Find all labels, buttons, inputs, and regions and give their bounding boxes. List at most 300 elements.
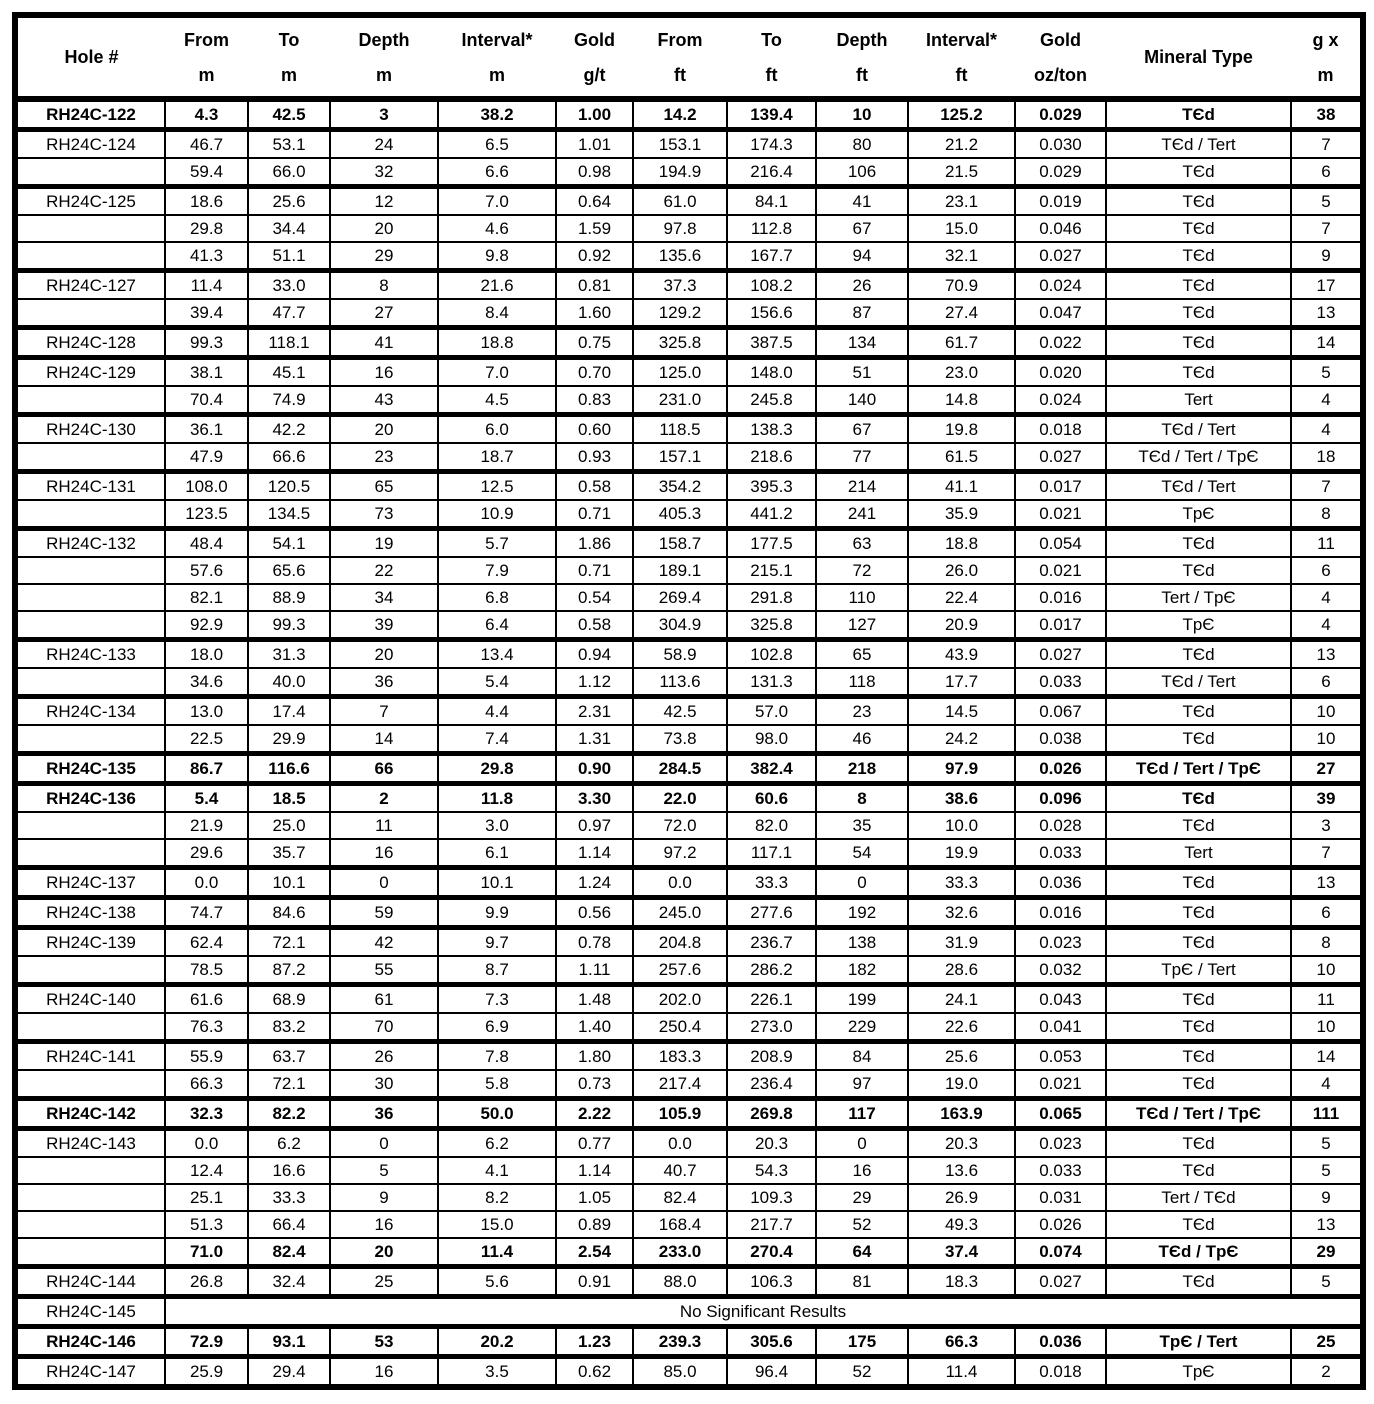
cell-mineral-type: TЄd — [1106, 271, 1291, 300]
cell-gold-gpt: 0.92 — [556, 242, 633, 271]
cell-g-x-m: 4 — [1291, 415, 1363, 444]
cell-to-ft: 273.0 — [727, 1013, 816, 1042]
table-row — [15, 784, 1363, 813]
cell-mineral-type: TЄd — [1106, 529, 1291, 558]
cell-from-ft: 183.3 — [633, 1042, 727, 1071]
column-label: Gold — [574, 30, 615, 50]
cell-gold-ozton: 0.020 — [1015, 358, 1106, 387]
cell-gold-gpt: 0.97 — [556, 812, 633, 839]
cell-to-ft: 106.3 — [727, 1267, 816, 1297]
column-header-hole-number: Hole # — [15, 15, 165, 99]
cell-interval-m: 6.5 — [438, 130, 556, 159]
cell-g-x-m: 5 — [1291, 187, 1363, 216]
cell-from-ft: 129.2 — [633, 299, 727, 328]
column-label: From — [657, 30, 703, 50]
cell-depth-m: 41 — [330, 328, 438, 358]
cell-hole-number — [15, 1211, 165, 1238]
column-header-gold-gpt — [556, 15, 633, 99]
cell-from-ft: 245.0 — [633, 898, 727, 928]
cell-from-ft: 284.5 — [633, 754, 727, 784]
cell-depth-ft: 110 — [816, 584, 908, 611]
cell-to-m: 42.2 — [248, 415, 330, 444]
cell-to-ft: 108.2 — [727, 271, 816, 300]
column-header-interval-m — [438, 15, 556, 99]
cell-g-x-m: 39 — [1291, 784, 1363, 813]
cell-from-ft: 40.7 — [633, 1157, 727, 1184]
cell-interval-m: 38.2 — [438, 99, 556, 130]
cell-depth-m: 5 — [330, 1157, 438, 1184]
cell-from-ft: 42.5 — [633, 697, 727, 726]
cell-depth-ft: 182 — [816, 956, 908, 985]
column-label: Interval* — [461, 30, 533, 50]
cell-mineral-type: Tert — [1106, 839, 1291, 868]
cell-depth-m: 14 — [330, 725, 438, 754]
cell-interval-ft: 24.1 — [908, 985, 1015, 1014]
cell-from-m: 71.0 — [165, 1238, 248, 1267]
cell-to-ft: 245.8 — [727, 386, 816, 415]
cell-from-m: 66.3 — [165, 1070, 248, 1099]
cell-to-m: 68.9 — [248, 985, 330, 1014]
cell-hole-number: RH24C-145 — [15, 1297, 165, 1327]
cell-interval-ft: 35.9 — [908, 500, 1015, 529]
table-row — [15, 328, 1363, 358]
cell-depth-ft: 118 — [816, 668, 908, 697]
cell-g-x-m: 14 — [1291, 1042, 1363, 1071]
cell-interval-m: 9.7 — [438, 928, 556, 957]
cell-g-x-m: 2 — [1291, 1357, 1363, 1388]
cell-from-m: 61.6 — [165, 985, 248, 1014]
cell-depth-m: 36 — [330, 1099, 438, 1129]
cell-to-m: 72.1 — [248, 928, 330, 957]
cell-gold-ozton: 0.096 — [1015, 784, 1106, 813]
cell-to-m: 87.2 — [248, 956, 330, 985]
cell-hole-number — [15, 386, 165, 415]
cell-mineral-type: TЄd — [1106, 328, 1291, 358]
cell-from-ft: 125.0 — [633, 358, 727, 387]
column-label: From — [184, 30, 229, 50]
column-header-to-ft — [727, 15, 816, 99]
cell-mineral-type: TЄd / Tert — [1106, 668, 1291, 697]
cell-interval-m: 10.1 — [438, 868, 556, 898]
cell-interval-ft: 14.5 — [908, 697, 1015, 726]
cell-to-ft: 226.1 — [727, 985, 816, 1014]
cell-gold-gpt: 1.23 — [556, 1327, 633, 1357]
cell-to-m: 29.4 — [248, 1357, 330, 1388]
cell-gold-ozton: 0.023 — [1015, 1129, 1106, 1158]
cell-depth-m: 34 — [330, 584, 438, 611]
cell-depth-m: 12 — [330, 187, 438, 216]
cell-interval-ft: 61.5 — [908, 443, 1015, 472]
cell-mineral-type: Tert / TpЄ — [1106, 584, 1291, 611]
table-row — [15, 1129, 1363, 1158]
cell-from-ft: 194.9 — [633, 158, 727, 187]
table-row — [15, 584, 1363, 611]
cell-gold-ozton: 0.031 — [1015, 1184, 1106, 1211]
cell-mineral-type: TЄd — [1106, 898, 1291, 928]
cell-gold-gpt: 1.59 — [556, 215, 633, 242]
column-label: To — [278, 30, 300, 50]
table-row — [15, 99, 1363, 130]
cell-to-ft: 208.9 — [727, 1042, 816, 1071]
cell-depth-ft: 134 — [816, 328, 908, 358]
cell-gold-ozton: 0.021 — [1015, 1070, 1106, 1099]
column-header-g-x-m — [1291, 15, 1363, 99]
cell-interval-m: 7.3 — [438, 985, 556, 1014]
column-label: Gold — [1040, 30, 1081, 50]
column-header-interval-ft — [908, 15, 1015, 99]
cell-to-ft: 325.8 — [727, 611, 816, 640]
table-row — [15, 215, 1363, 242]
cell-from-ft: 113.6 — [633, 668, 727, 697]
cell-to-m: 66.4 — [248, 1211, 330, 1238]
cell-interval-ft: 18.8 — [908, 529, 1015, 558]
cell-gold-ozton: 0.033 — [1015, 839, 1106, 868]
cell-depth-m: 20 — [330, 215, 438, 242]
cell-from-ft: 231.0 — [633, 386, 727, 415]
cell-from-m: 29.6 — [165, 839, 248, 868]
cell-to-m: 17.4 — [248, 697, 330, 726]
cell-to-ft: 112.8 — [727, 215, 816, 242]
cell-depth-m: 16 — [330, 358, 438, 387]
cell-to-ft: 98.0 — [727, 725, 816, 754]
cell-depth-ft: 106 — [816, 158, 908, 187]
cell-hole-number: RH24C-146 — [15, 1327, 165, 1357]
cell-hole-number: RH24C-133 — [15, 640, 165, 669]
cell-to-ft: 102.8 — [727, 640, 816, 669]
table-row — [15, 386, 1363, 415]
cell-to-ft: 216.4 — [727, 158, 816, 187]
cell-from-ft: 250.4 — [633, 1013, 727, 1042]
column-header-depth-m — [330, 15, 438, 99]
cell-depth-m: 25 — [330, 1267, 438, 1297]
cell-mineral-type: TpЄ — [1106, 500, 1291, 529]
column-unit: ft — [955, 65, 968, 85]
cell-depth-m: 43 — [330, 386, 438, 415]
cell-interval-ft: 43.9 — [908, 640, 1015, 669]
cell-to-ft: 20.3 — [727, 1129, 816, 1158]
cell-from-ft: 202.0 — [633, 985, 727, 1014]
cell-from-ft: 85.0 — [633, 1357, 727, 1388]
cell-gold-gpt: 2.31 — [556, 697, 633, 726]
cell-from-m: 0.0 — [165, 1129, 248, 1158]
cell-hole-number — [15, 557, 165, 584]
cell-depth-m: 32 — [330, 158, 438, 187]
cell-to-m: 32.4 — [248, 1267, 330, 1297]
cell-from-m: 39.4 — [165, 299, 248, 328]
cell-to-m: 83.2 — [248, 1013, 330, 1042]
cell-gold-gpt: 0.78 — [556, 928, 633, 957]
cell-g-x-m: 4 — [1291, 584, 1363, 611]
cell-from-m: 29.8 — [165, 215, 248, 242]
table-row — [15, 158, 1363, 187]
cell-mineral-type: TЄd — [1106, 928, 1291, 957]
cell-from-ft: 233.0 — [633, 1238, 727, 1267]
cell-to-m: 66.6 — [248, 443, 330, 472]
cell-gold-ozton: 0.022 — [1015, 328, 1106, 358]
cell-g-x-m: 8 — [1291, 928, 1363, 957]
cell-gold-ozton: 0.023 — [1015, 928, 1106, 957]
cell-to-m: 16.6 — [248, 1157, 330, 1184]
cell-interval-ft: 15.0 — [908, 215, 1015, 242]
cell-gold-ozton: 0.021 — [1015, 557, 1106, 584]
cell-hole-number: RH24C-127 — [15, 271, 165, 300]
cell-interval-ft: 31.9 — [908, 928, 1015, 957]
cell-depth-ft: 127 — [816, 611, 908, 640]
cell-gold-ozton: 0.024 — [1015, 271, 1106, 300]
cell-hole-number — [15, 812, 165, 839]
cell-gold-ozton: 0.027 — [1015, 640, 1106, 669]
cell-mineral-type: TЄd — [1106, 215, 1291, 242]
table-row — [15, 1267, 1363, 1297]
cell-g-x-m: 10 — [1291, 956, 1363, 985]
cell-depth-m: 8 — [330, 271, 438, 300]
cell-depth-m: 42 — [330, 928, 438, 957]
cell-hole-number: RH24C-139 — [15, 928, 165, 957]
cell-depth-ft: 65 — [816, 640, 908, 669]
cell-interval-m: 4.5 — [438, 386, 556, 415]
cell-gold-gpt: 0.54 — [556, 584, 633, 611]
table-row — [15, 640, 1363, 669]
cell-interval-ft: 97.9 — [908, 754, 1015, 784]
cell-depth-ft: 87 — [816, 299, 908, 328]
cell-depth-m: 65 — [330, 472, 438, 501]
cell-to-m: 53.1 — [248, 130, 330, 159]
cell-hole-number: RH24C-130 — [15, 415, 165, 444]
cell-depth-ft: 16 — [816, 1157, 908, 1184]
cell-hole-number — [15, 242, 165, 271]
cell-gold-ozton: 0.024 — [1015, 386, 1106, 415]
cell-depth-m: 11 — [330, 812, 438, 839]
cell-to-ft: 286.2 — [727, 956, 816, 985]
cell-gold-ozton: 0.029 — [1015, 99, 1106, 130]
cell-depth-ft: 46 — [816, 725, 908, 754]
cell-gold-ozton: 0.018 — [1015, 415, 1106, 444]
cell-depth-ft: 77 — [816, 443, 908, 472]
cell-gold-gpt: 1.00 — [556, 99, 633, 130]
table-row — [15, 557, 1363, 584]
cell-g-x-m: 5 — [1291, 1129, 1363, 1158]
column-unit: g/t — [583, 65, 606, 85]
cell-interval-ft: 14.8 — [908, 386, 1015, 415]
cell-hole-number: RH24C-147 — [15, 1357, 165, 1388]
cell-hole-number — [15, 1184, 165, 1211]
cell-interval-m: 5.4 — [438, 668, 556, 697]
cell-gold-ozton: 0.027 — [1015, 242, 1106, 271]
cell-gold-ozton: 0.047 — [1015, 299, 1106, 328]
cell-to-m: 40.0 — [248, 668, 330, 697]
cell-from-m: 25.1 — [165, 1184, 248, 1211]
cell-gold-gpt: 1.48 — [556, 985, 633, 1014]
cell-to-m: 120.5 — [248, 472, 330, 501]
cell-from-m: 78.5 — [165, 956, 248, 985]
cell-interval-m: 6.6 — [438, 158, 556, 187]
cell-depth-ft: 67 — [816, 215, 908, 242]
cell-depth-m: 16 — [330, 1357, 438, 1388]
cell-to-m: 63.7 — [248, 1042, 330, 1071]
column-label: Depth — [836, 30, 888, 50]
cell-mineral-type: TЄd — [1106, 299, 1291, 328]
cell-gold-gpt: 0.77 — [556, 1129, 633, 1158]
cell-depth-ft: 63 — [816, 529, 908, 558]
cell-from-ft: 135.6 — [633, 242, 727, 271]
table-row — [15, 271, 1363, 300]
cell-mineral-type: TЄd — [1106, 358, 1291, 387]
table-row — [15, 1184, 1363, 1211]
cell-interval-ft: 61.7 — [908, 328, 1015, 358]
cell-hole-number: RH24C-132 — [15, 529, 165, 558]
cell-gold-ozton: 0.028 — [1015, 812, 1106, 839]
cell-gold-gpt: 0.58 — [556, 611, 633, 640]
cell-g-x-m: 6 — [1291, 158, 1363, 187]
cell-gold-ozton: 0.041 — [1015, 1013, 1106, 1042]
cell-to-m: 54.1 — [248, 529, 330, 558]
cell-to-m: 134.5 — [248, 500, 330, 529]
cell-gold-ozton: 0.018 — [1015, 1357, 1106, 1388]
cell-interval-m: 5.7 — [438, 529, 556, 558]
cell-from-m: 12.4 — [165, 1157, 248, 1184]
cell-from-ft: 105.9 — [633, 1099, 727, 1129]
cell-depth-m: 20 — [330, 415, 438, 444]
cell-from-ft: 72.0 — [633, 812, 727, 839]
table-row — [15, 898, 1363, 928]
cell-depth-ft: 10 — [816, 99, 908, 130]
cell-interval-ft: 125.2 — [908, 99, 1015, 130]
cell-hole-number — [15, 956, 165, 985]
table-row — [15, 1013, 1363, 1042]
cell-depth-ft: 192 — [816, 898, 908, 928]
table-row — [15, 839, 1363, 868]
cell-interval-m: 7.0 — [438, 187, 556, 216]
cell-g-x-m: 7 — [1291, 215, 1363, 242]
cell-depth-ft: 26 — [816, 271, 908, 300]
cell-to-m: 84.6 — [248, 898, 330, 928]
table-row — [15, 1297, 1363, 1327]
cell-depth-ft: 199 — [816, 985, 908, 1014]
cell-depth-m: 66 — [330, 754, 438, 784]
results-table-body — [15, 99, 1363, 1387]
cell-g-x-m: 11 — [1291, 985, 1363, 1014]
cell-hole-number — [15, 584, 165, 611]
cell-depth-ft: 51 — [816, 358, 908, 387]
cell-interval-m: 11.8 — [438, 784, 556, 813]
cell-mineral-type: TЄd — [1106, 1070, 1291, 1099]
cell-from-ft: 269.4 — [633, 584, 727, 611]
cell-gold-ozton: 0.032 — [1015, 956, 1106, 985]
table-row — [15, 1042, 1363, 1071]
cell-from-ft: 204.8 — [633, 928, 727, 957]
cell-from-ft: 304.9 — [633, 611, 727, 640]
cell-mineral-type: TЄd — [1106, 725, 1291, 754]
cell-depth-ft: 23 — [816, 697, 908, 726]
cell-interval-m: 3.5 — [438, 1357, 556, 1388]
cell-interval-ft: 21.2 — [908, 130, 1015, 159]
cell-to-ft: 60.6 — [727, 784, 816, 813]
cell-interval-m: 12.5 — [438, 472, 556, 501]
cell-interval-m: 8.2 — [438, 1184, 556, 1211]
cell-from-ft: 189.1 — [633, 557, 727, 584]
cell-hole-number — [15, 839, 165, 868]
cell-from-ft: 158.7 — [633, 529, 727, 558]
cell-g-x-m: 18 — [1291, 443, 1363, 472]
cell-to-m: 82.2 — [248, 1099, 330, 1129]
column-unit: oz/ton — [1034, 65, 1087, 85]
cell-mineral-type: TЄd — [1106, 1211, 1291, 1238]
cell-gold-ozton: 0.043 — [1015, 985, 1106, 1014]
cell-gold-ozton: 0.046 — [1015, 215, 1106, 242]
cell-to-ft: 82.0 — [727, 812, 816, 839]
cell-g-x-m: 5 — [1291, 1267, 1363, 1297]
table-row — [15, 242, 1363, 271]
cell-gold-ozton: 0.017 — [1015, 472, 1106, 501]
cell-interval-ft: 23.1 — [908, 187, 1015, 216]
column-unit: m — [280, 65, 297, 85]
cell-interval-ft: 33.3 — [908, 868, 1015, 898]
cell-hole-number — [15, 1070, 165, 1099]
cell-g-x-m: 6 — [1291, 668, 1363, 697]
cell-to-ft: 382.4 — [727, 754, 816, 784]
cell-gold-gpt: 0.81 — [556, 271, 633, 300]
cell-g-x-m: 29 — [1291, 1238, 1363, 1267]
cell-gold-ozton: 0.016 — [1015, 898, 1106, 928]
cell-g-x-m: 5 — [1291, 1157, 1363, 1184]
cell-gold-gpt: 0.64 — [556, 187, 633, 216]
table-row — [15, 500, 1363, 529]
cell-gold-ozton: 0.017 — [1015, 611, 1106, 640]
cell-interval-ft: 18.3 — [908, 1267, 1015, 1297]
cell-interval-ft: 37.4 — [908, 1238, 1015, 1267]
cell-from-m: 22.5 — [165, 725, 248, 754]
cell-to-ft: 215.1 — [727, 557, 816, 584]
cell-gold-ozton: 0.065 — [1015, 1099, 1106, 1129]
cell-gold-gpt: 0.73 — [556, 1070, 633, 1099]
column-unit: ft — [765, 65, 778, 85]
cell-from-ft: 22.0 — [633, 784, 727, 813]
cell-interval-m: 4.4 — [438, 697, 556, 726]
cell-hole-number — [15, 443, 165, 472]
cell-g-x-m: 111 — [1291, 1099, 1363, 1129]
cell-mineral-type: TЄd — [1106, 158, 1291, 187]
cell-g-x-m: 25 — [1291, 1327, 1363, 1357]
table-row — [15, 697, 1363, 726]
column-unit: m — [198, 65, 215, 85]
cell-interval-m: 6.2 — [438, 1129, 556, 1158]
cell-depth-ft: 67 — [816, 415, 908, 444]
cell-interval-ft: 10.0 — [908, 812, 1015, 839]
cell-from-m: 46.7 — [165, 130, 248, 159]
cell-gold-ozton: 0.074 — [1015, 1238, 1106, 1267]
cell-interval-ft: 26.0 — [908, 557, 1015, 584]
column-unit: m — [1317, 65, 1334, 85]
cell-to-m: 45.1 — [248, 358, 330, 387]
cell-g-x-m: 7 — [1291, 472, 1363, 501]
cell-from-m: 38.1 — [165, 358, 248, 387]
cell-to-ft: 33.3 — [727, 868, 816, 898]
cell-gold-gpt: 1.80 — [556, 1042, 633, 1071]
cell-to-m: 118.1 — [248, 328, 330, 358]
cell-from-m: 48.4 — [165, 529, 248, 558]
table-row — [15, 1327, 1363, 1357]
cell-gold-gpt: 0.56 — [556, 898, 633, 928]
cell-depth-ft: 52 — [816, 1357, 908, 1388]
cell-from-m: 108.0 — [165, 472, 248, 501]
cell-to-ft: 139.4 — [727, 99, 816, 130]
cell-depth-m: 16 — [330, 1211, 438, 1238]
cell-from-ft: 37.3 — [633, 271, 727, 300]
cell-hole-number — [15, 1157, 165, 1184]
cell-from-m: 32.3 — [165, 1099, 248, 1129]
cell-g-x-m: 7 — [1291, 839, 1363, 868]
cell-g-x-m: 10 — [1291, 725, 1363, 754]
